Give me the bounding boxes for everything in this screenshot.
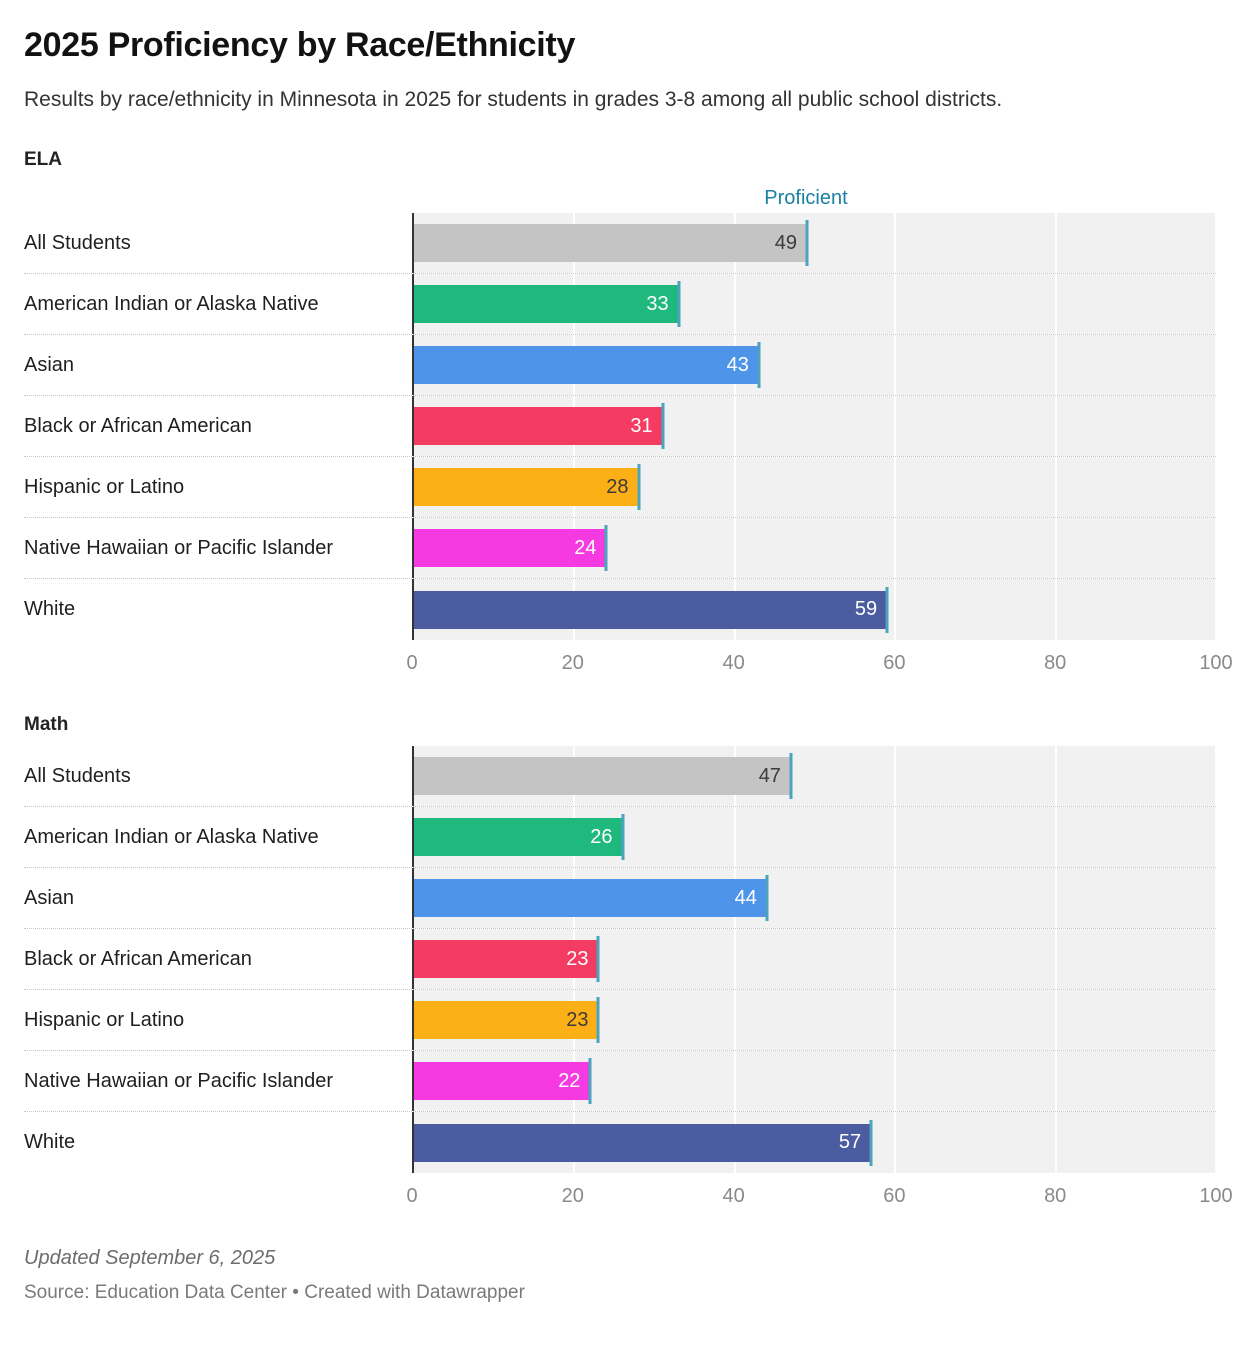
gridline [894,1112,896,1173]
updated-note: Updated September 6, 2025 [24,1247,276,1270]
gridline [894,457,896,517]
bar-value-label: 31 [630,414,653,437]
gridline [894,518,896,578]
datawrapper-attribution-link[interactable]: Created with Datawrapper [304,1282,525,1304]
gridline [1055,213,1057,273]
bar-track [412,274,1216,334]
proficient-marker [589,1058,592,1104]
gridline [1215,1051,1217,1111]
bar-track [412,579,1216,640]
source-separator: • [287,1282,305,1304]
bar-track [412,807,1216,867]
bar-value-label: 23 [566,1008,589,1031]
bar-value-label: 44 [734,886,757,909]
category-label: All Students [24,746,412,806]
bar[interactable] [414,1062,590,1100]
bar-track [412,1112,1216,1173]
gridline [894,213,896,273]
bar[interactable] [414,529,606,567]
gridline [1215,396,1217,456]
bar-value-label: 24 [574,536,597,559]
bar-value-label: 33 [646,292,669,315]
bar-row [24,807,1216,868]
chart-section-ela [24,149,1233,684]
gridline [1055,746,1057,806]
gridline [1215,990,1217,1050]
bar-value-label: 28 [606,475,629,498]
gridline [1215,746,1217,806]
proficient-marker [597,997,600,1043]
bar-value-label: 47 [758,764,781,787]
bar-row [24,274,1216,335]
gridline [1055,335,1057,395]
bar-value-label: 49 [774,231,797,254]
gridline [894,579,896,640]
bar-row [24,929,1216,990]
axis-tick-label: 0 [406,1185,418,1208]
gridline [734,990,736,1050]
axis-tick-label: 100 [1199,652,1233,675]
bar-value-label: 59 [854,598,878,621]
gridline [1055,1112,1057,1173]
proficient-marker [637,464,640,510]
bar[interactable] [414,407,663,445]
bar-row [24,335,1216,396]
bar-value-label: 22 [558,1069,581,1092]
proficient-marker [789,753,792,799]
chart-title: 2025 Proficiency by Race/Ethnicity [24,26,576,64]
bar[interactable] [414,285,679,323]
bar-track [412,457,1216,517]
gridline [894,335,896,395]
bar[interactable] [414,591,887,629]
gridline [1055,929,1057,989]
category-label: All Students [24,213,412,273]
axis-tick-label: 60 [883,652,906,675]
section-label: ELA [24,149,62,171]
proficient-marker [597,936,600,982]
proficient-marker [605,525,608,571]
bar-value-label: 57 [838,1131,862,1154]
gridline [734,457,736,517]
proficient-marker [677,281,680,327]
bar-track [412,213,1216,273]
gridline [1215,213,1217,273]
axis-tick-label: 80 [1044,1185,1067,1208]
axis-tick-label: 100 [1199,1185,1233,1208]
gridline [1215,929,1217,989]
gridline [734,396,736,456]
category-label: Hispanic or Latino [24,457,412,517]
bar-track [412,929,1216,989]
chart-footer [24,1247,1216,1304]
bar[interactable] [414,940,598,978]
axis-spacer [24,640,412,684]
gridline [894,396,896,456]
proficient-marker [757,342,760,388]
category-label: White [24,1112,412,1173]
proficient-marker [805,220,808,266]
bar-track [412,1051,1216,1111]
gridline [734,807,736,867]
category-label: Black or African American [24,396,412,456]
bar-row [24,457,1216,518]
marker-header [412,181,1216,213]
axis-ticks [406,1173,1233,1217]
bar-row [24,1112,1216,1173]
gridline [894,274,896,334]
proficient-label: Proficient [764,187,848,210]
category-label: Hispanic or Latino [24,990,412,1050]
gridline [1055,579,1057,640]
gridline [1215,274,1217,334]
bar[interactable] [414,346,759,384]
bar-row [24,396,1216,457]
gridline [734,929,736,989]
gridline [894,1051,896,1111]
bar-row [24,990,1216,1051]
bar-track [412,746,1216,806]
category-label: Asian [24,868,412,928]
source-note [24,1282,1216,1304]
gridline [894,746,896,806]
bar-track [412,396,1216,456]
category-label: American Indian or Alaska Native [24,274,412,334]
x-axis [24,1173,1233,1217]
gridline [734,274,736,334]
bar-row [24,1051,1216,1112]
bar[interactable] [414,1001,598,1039]
gridline [1055,990,1057,1050]
axis-tick-label: 80 [1044,652,1067,675]
category-label: Black or African American [24,929,412,989]
gridline [1215,518,1217,578]
gridline [1215,1112,1217,1173]
x-axis [24,640,1233,684]
gridline [894,929,896,989]
bar[interactable] [414,879,767,917]
source-text: Source: Education Data Center [24,1282,287,1304]
axis-spacer [24,1173,412,1217]
proficient-marker [765,875,768,921]
bar-row [24,213,1216,274]
section-label: Math [24,714,69,736]
gridline [1055,274,1057,334]
axis-tick-label: 40 [722,652,745,675]
bar-row [24,518,1216,579]
chart-section-math [24,714,1233,1217]
gridline [894,868,896,928]
bar-rows [24,213,1216,640]
gridline [1055,518,1057,578]
gridline [1055,807,1057,867]
proficient-marker [661,403,664,449]
proficient-marker [886,587,889,633]
proficient-marker [621,814,624,860]
proficient-marker [870,1120,873,1166]
bar-value-label: 26 [590,825,613,848]
gridline [1055,868,1057,928]
category-label: Native Hawaiian or Pacific Islander [24,1051,412,1111]
gridline [894,990,896,1050]
category-label: American Indian or Alaska Native [24,807,412,867]
bar[interactable] [414,224,807,262]
axis-tick-label: 20 [561,652,584,675]
category-label: Asian [24,335,412,395]
bar[interactable] [414,468,639,506]
gridline [1055,396,1057,456]
category-label: Native Hawaiian or Pacific Islander [24,518,412,578]
bar-row [24,868,1216,929]
axis-tick-label: 60 [883,1185,906,1208]
gridline [1215,335,1217,395]
gridline [734,1051,736,1111]
bar-value-label: 23 [566,947,589,970]
gridline [894,807,896,867]
gridline [1215,579,1217,640]
gridline [1055,1051,1057,1111]
gridline [1215,457,1217,517]
category-label: White [24,579,412,640]
bar-track [412,868,1216,928]
axis-tick-label: 40 [722,1185,745,1208]
charts-container [24,149,1233,1217]
gridline [1215,868,1217,928]
bar-rows [24,746,1216,1173]
axis-tick-label: 0 [406,652,418,675]
bar-track [412,335,1216,395]
bar[interactable] [414,757,791,795]
axis-tick-label: 20 [561,1185,584,1208]
axis-ticks [406,640,1233,684]
bar[interactable] [414,1124,871,1162]
bar-row [24,579,1216,640]
gridline [1215,807,1217,867]
bar-track [412,990,1216,1050]
gridline [734,518,736,578]
bar-track [412,518,1216,578]
bar[interactable] [414,818,623,856]
chart-subtitle: Results by race/ethnicity in Minnesota in 2025 for students in grades 3-8 among all public school districts. [24,88,1003,111]
gridline [1055,457,1057,517]
bar-row [24,746,1216,807]
bar-value-label: 43 [726,353,749,376]
